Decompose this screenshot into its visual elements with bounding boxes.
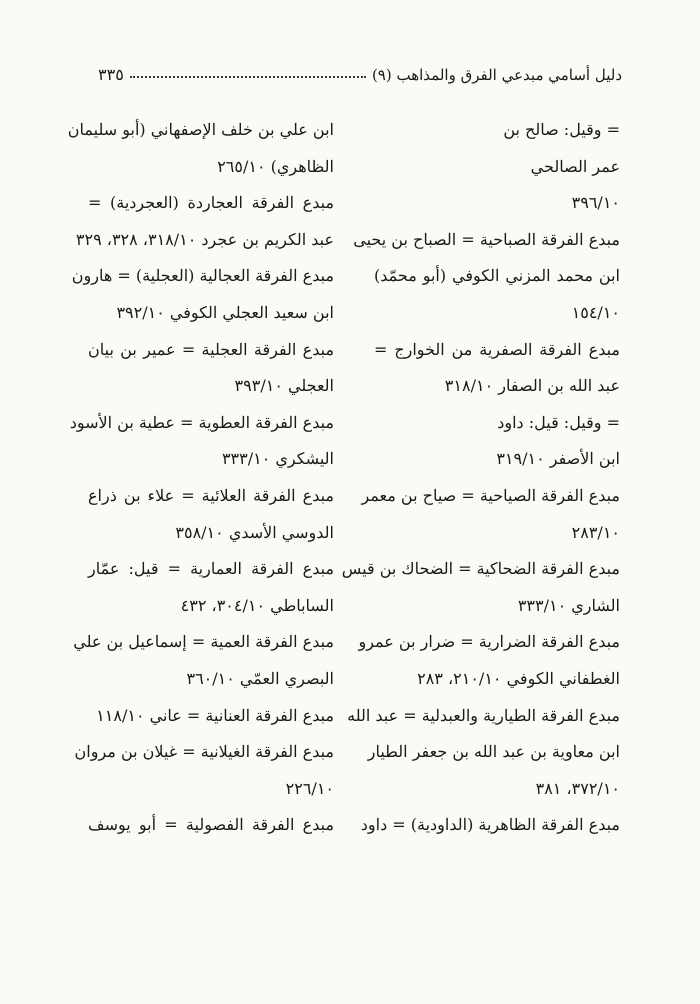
text-line: البصري العمّي ٣٦٠/١٠ bbox=[186, 668, 334, 688]
text-line: عبد الله بن الصفار ٣١٨/١٠ bbox=[444, 376, 620, 396]
text-line: ٣٧٢/١٠، ٣٨١ bbox=[535, 778, 620, 798]
text-line: مبدع الفرقة العجلية = عمير بن بيان bbox=[88, 339, 334, 359]
text-line: الدوسي الأسدي ٣٥٨/١٠ bbox=[175, 522, 334, 542]
text-line: الظاهري) ٢٦٥/١٠ bbox=[217, 156, 334, 176]
text-line: مبدع الفرقة الغيلانية = غيلان بن مروان bbox=[74, 742, 334, 762]
text-line: اليشكري ٣٣٣/١٠ bbox=[221, 449, 334, 469]
text-line: مبدع الفرقة الصفرية من الخوارج = bbox=[374, 339, 620, 359]
text-line: ابن محمد المزني الكوفي (أبو محمّد) bbox=[374, 266, 620, 286]
header-title: دليل أسامي مبدعي الفرق والمذاهب (٩) bbox=[371, 66, 622, 84]
text-line: الشاري ٣٣٣/١٠ bbox=[517, 595, 620, 615]
text-line: عبد الكريم بن عجرد ٣١٨/١٠، ٣٢٨، ٣٢٩ bbox=[75, 229, 334, 249]
text-line: ابن علي بن خلف الإصفهاني (أبو سليمان bbox=[67, 120, 334, 139]
text-line: ابن سعيد العجلي الكوفي ٣٩٢/١٠ bbox=[116, 302, 334, 322]
text-columns bbox=[67, 112, 620, 844]
text-line: مبدع الفرقة العنانية = عاني ١١٨/١٠ bbox=[96, 705, 334, 725]
text-line: ١٥٤/١٠ bbox=[571, 302, 620, 322]
text-line: مبدع الفرقة العمارية = قيل: عمّار bbox=[88, 559, 334, 579]
text-line: مبدع الفرقة العجالية (العجلية) = هارون bbox=[71, 266, 334, 286]
text-line: ابن الأصفر ٣١٩/١٠ bbox=[496, 449, 620, 469]
left-column bbox=[67, 112, 334, 844]
text-line: ٢٨٣/١٠ bbox=[571, 522, 620, 542]
text-line: مبدع الفرقة الصباحية = الصباح بن يحيى bbox=[353, 229, 620, 249]
right-column bbox=[341, 112, 620, 844]
page-number: ٣٣٥ bbox=[98, 65, 124, 84]
text-line: مبدع الفرقة العطوية = عطية بن الأسود bbox=[69, 412, 334, 432]
text-line: ابن معاوية بن عبد الله بن جعفر الطيار bbox=[367, 742, 620, 762]
text-line: الساباطي ٣٠٤/١٠، ٤٣٢ bbox=[180, 595, 334, 615]
header-dot-leader bbox=[130, 76, 366, 78]
text-line: مبدع الفرقة العجاردة (العجردية) = bbox=[88, 193, 334, 213]
running-header bbox=[98, 58, 622, 84]
text-line: ٢٢٦/١٠ bbox=[285, 778, 334, 798]
text-line: ٣٩٦/١٠ bbox=[571, 193, 620, 213]
text-line: عمر الصالحي bbox=[530, 156, 620, 176]
text-line: مبدع الفرقة العمية = إسماعيل بن علي bbox=[73, 632, 334, 652]
text-line: العجلي ٣٩٣/١٠ bbox=[234, 376, 334, 396]
text-line: مبدع الفرقة الفصولية = أبو يوسف bbox=[88, 815, 334, 835]
text-line: الغطفاني الكوفي ٢١٠/١٠، ٢٨٣ bbox=[417, 668, 620, 688]
text-line: = وقيل: صالح بن bbox=[503, 120, 620, 139]
text-line: مبدع الفرقة الضرارية = ضرار بن عمرو bbox=[358, 632, 620, 652]
text-line: مبدع الفرقة الضحاكية = الضحاك بن قيس bbox=[341, 559, 620, 579]
text-line: مبدع الفرقة الصياحية = صياح بن معمر bbox=[361, 485, 620, 505]
text-line: مبدع الفرقة الظاهرية (الداودية) = داود bbox=[360, 815, 620, 835]
text-line: = وقيل: قيل: داود bbox=[497, 412, 620, 432]
text-line: مبدع الفرقة العلائية = علاء بن ذراع bbox=[88, 485, 334, 505]
text-line: مبدع الفرقة الطيارية والعبدلية = عبد الله bbox=[347, 705, 620, 725]
